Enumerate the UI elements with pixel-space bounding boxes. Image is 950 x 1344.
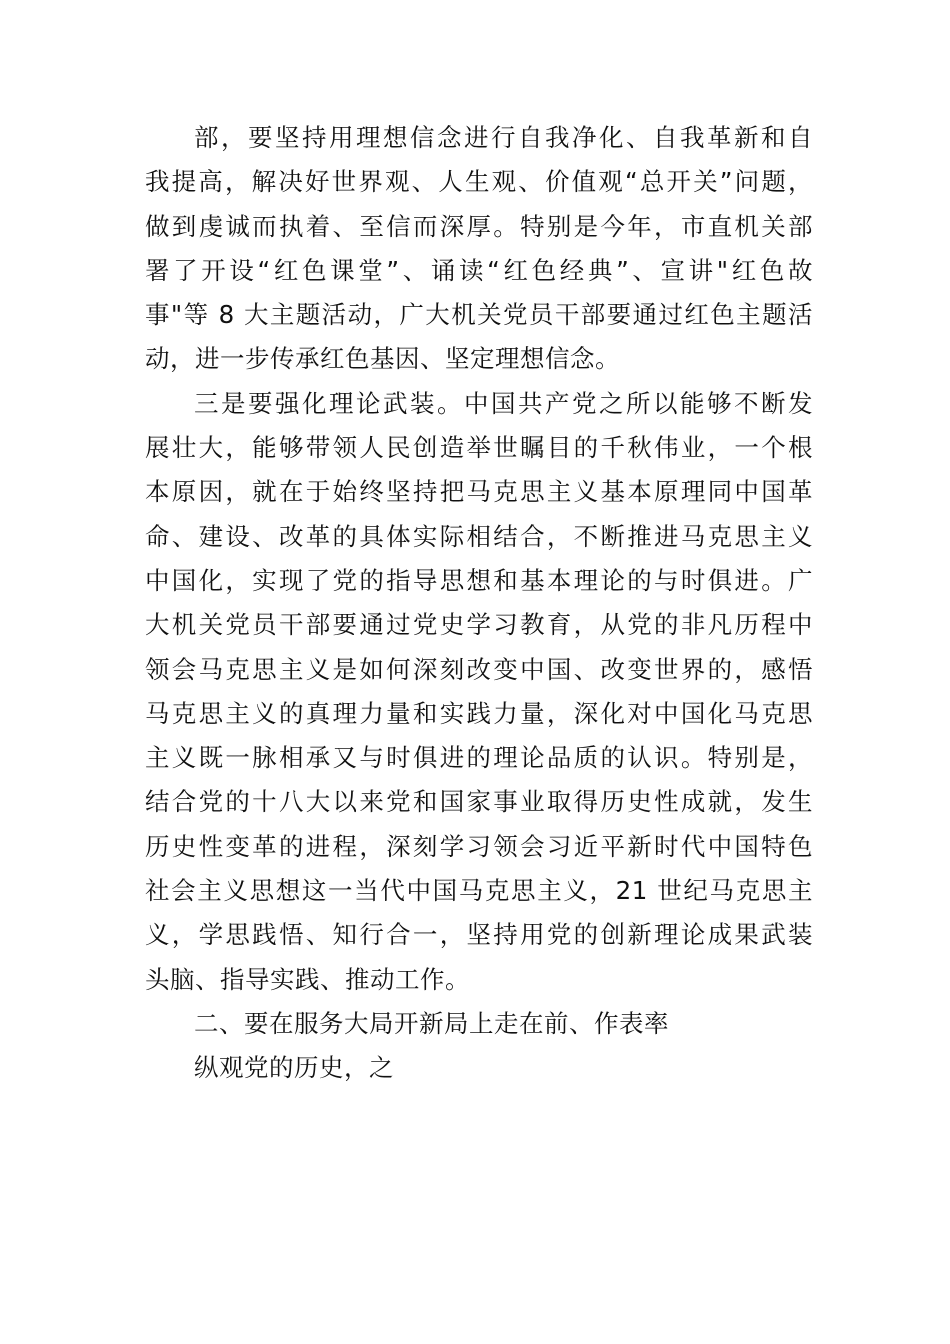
text-line: 大机关党员干部要通过党史学习教育，从党的非凡历程中 <box>145 610 813 640</box>
text-line: 三是要强化理论武装。中国共产党之所以能够不断发 <box>194 388 813 418</box>
text-line: 义，学思践悟、知行合一，坚持用党的创新理论成果武装 <box>145 920 813 950</box>
text-line: 展壮大，能够带领人民创造举世瞩目的千秋伟业，一个根 <box>145 433 813 463</box>
text-line: 命、建设、改革的具体实际相结合，不断推进马克思主义 <box>145 521 813 551</box>
text-line: 本原因，就在于始终坚持把马克思主义基本原理同中国革 <box>145 477 813 507</box>
text-line: 部，要坚持用理想信念进行自我净化、自我革新和自 <box>194 123 813 152</box>
text-line: 中国化，实现了党的指导思想和基本理论的与时俱进。广 <box>145 565 813 595</box>
text-line: 主义既一脉相承又与时俱进的理论品质的认识。特别是， <box>145 743 813 773</box>
body-text <box>145 116 813 1091</box>
text-line: 做到虔诚而执着、至信而深厚。特别是今年，市直机关部 <box>145 211 813 241</box>
text-line: 头脑、指导实践、推动工作。 <box>145 964 470 994</box>
text-line: 领会马克思主义是如何深刻改变中国、改变世界的，感悟 <box>145 654 813 684</box>
text-line: 纵观党的历史，之 <box>194 1053 394 1083</box>
text-line: 结合党的十八大以来党和国家事业取得历史性成就，发生 <box>145 787 813 817</box>
text-line: 我提高，解决好世界观、人生观、价值观“总开关”问题， <box>145 167 813 197</box>
section-heading: 二、要在服务大局开新局上走在前、作表率 <box>194 1008 669 1038</box>
text-line: 历史性变革的进程，深刻学习领会习近平新时代中国特色 <box>145 831 813 861</box>
text-line: 马克思主义的真理力量和实践力量，深化对中国化马克思 <box>145 698 813 728</box>
text-line: 署了开设“红色课堂”、诵读“红色经典”、宣讲"红色故 <box>145 255 813 285</box>
text-line: 社会主义思想这一当代中国马克思主义，21 世纪马克思主 <box>145 876 813 906</box>
text-line: 动，进一步传承红色基因、坚定理想信念。 <box>145 344 620 374</box>
text-line: 事"等 8 大主题活动，广大机关党员干部要通过红色主题活 <box>145 300 813 330</box>
